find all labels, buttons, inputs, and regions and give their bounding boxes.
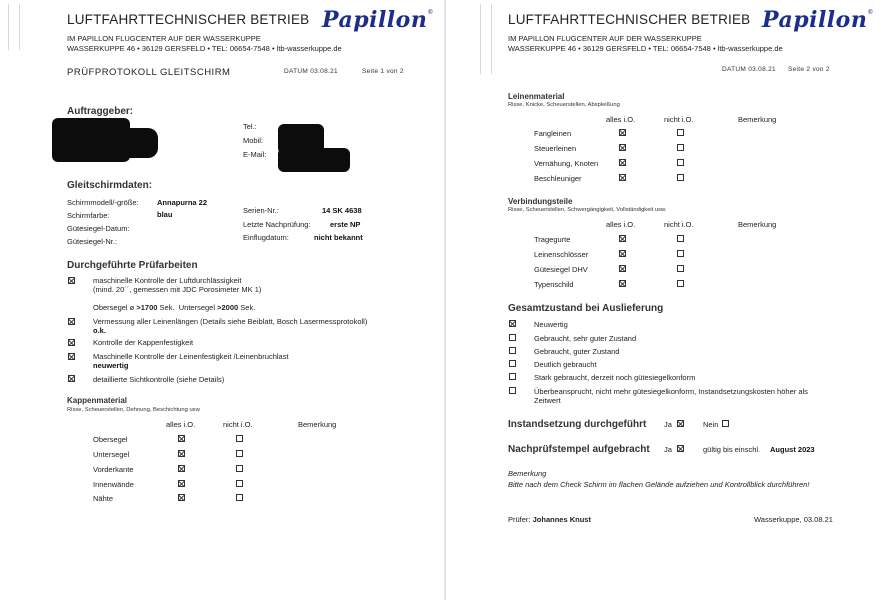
- col-not-ok-header: nicht i.O.: [664, 115, 694, 124]
- remark-text: Bitte nach dem Check Schirm im flachen Gelände aufziehen und Kontrollblick durchführen!: [508, 480, 810, 489]
- canopy-row-nok-checkbox[interactable]: [236, 465, 243, 472]
- canopy-row-label: Obersegel: [93, 435, 128, 444]
- canopy-row-nok-checkbox[interactable]: [236, 480, 243, 487]
- test3-label: Kontrolle der Kappenfestigkeit: [93, 338, 194, 347]
- connector-row-ok-checkbox[interactable]: [619, 250, 626, 257]
- connector-row-nok-checkbox[interactable]: [677, 250, 684, 257]
- document-title: PRÜFPROTOKOLL GLEITSCHIRM: [67, 67, 231, 78]
- company-name: LUFTFAHRTTECHNISCHER BETRIEB: [508, 12, 751, 27]
- connector-row-label: Tragegurte: [534, 235, 571, 244]
- last-check-label: Letzte Nachprüfung:: [243, 220, 311, 229]
- col-not-ok-header: nicht i.O.: [664, 220, 694, 229]
- repair-no-label: Nein: [703, 420, 719, 429]
- seal-date-label: Gütesiegel-Datum:: [67, 224, 130, 233]
- line-row-ok-checkbox[interactable]: [619, 129, 626, 136]
- company-address-line2: WASSERKUPPE 46 • 36129 GERSFELD • TEL: 06654-7548 • ltb-wasserkuppe.de: [67, 44, 342, 53]
- col-not-ok-header: nicht i.O.: [223, 420, 253, 429]
- connectors-heading: Verbindungsteile: [508, 197, 573, 206]
- canopy-row-label: Innenwände: [93, 480, 134, 489]
- test4-result: neuwertig: [93, 361, 129, 370]
- line-row-label: Vernähung, Knoten: [534, 159, 599, 168]
- canopy-row-nok-checkbox[interactable]: [236, 435, 243, 442]
- condition-used-checkbox[interactable]: [509, 360, 516, 367]
- repair-yes-label: Ja: [664, 420, 672, 429]
- remark-heading: Bemerkung: [508, 469, 547, 478]
- test2-label: Vermessung aller Leinenlängen (Details siehe Beiblatt, Bosch Lasermessprotokoll): [93, 317, 368, 326]
- test1-detail: (mind. 20´´, gemessen mit JDC Porosimeter MK 1): [93, 285, 262, 294]
- line-row-nok-checkbox[interactable]: [677, 159, 684, 166]
- col-remark-header: Bemerkung: [298, 420, 337, 429]
- condition-good-checkbox[interactable]: [509, 347, 516, 354]
- condition-new-checkbox[interactable]: [509, 320, 516, 327]
- email-label: E-Mail:: [243, 150, 267, 159]
- place-date: Wasserkuppe, 03.08.21: [754, 515, 833, 524]
- porosity-results: Obersegel ø >1700 Sek. Untersegel >2000 Sek.: [93, 303, 256, 312]
- glider-data-heading: Gleitschirmdaten:: [67, 180, 153, 191]
- overall-condition-heading: Gesamtzustand bei Auslieferung: [508, 303, 664, 314]
- color-label: Schirmfarbe:: [67, 211, 110, 220]
- test1-label: maschinelle Kontrolle der Luftdurchlässigkeit: [93, 276, 242, 285]
- canopy-row-ok-checkbox[interactable]: [178, 480, 185, 487]
- papillon-logo: Papillon®: [762, 7, 874, 33]
- repair-yes-checkbox[interactable]: [677, 420, 684, 427]
- col-remark-header: Bemerkung: [738, 220, 777, 229]
- connector-row-ok-checkbox[interactable]: [619, 235, 626, 242]
- company-address-line1: IM PAPILLON FLUGCENTER AUF DER WASSERKUPPE: [508, 34, 702, 43]
- inspector-line: [508, 515, 591, 524]
- page-number: Seite 2 von 2: [788, 66, 830, 73]
- test1-checkbox[interactable]: [68, 277, 75, 284]
- canopy-material-subtitle: Risse, Scheuerstellen, Dehnung, Beschichtung usw: [67, 407, 200, 413]
- test5-checkbox[interactable]: [68, 375, 75, 382]
- valid-until-value: August 2023: [770, 445, 815, 454]
- line-row-label: Fangleinen: [534, 129, 572, 138]
- line-row-label: Steuerleinen: [534, 144, 577, 153]
- redacted-email: [278, 148, 350, 172]
- company-name: LUFTFAHRTTECHNISCHER BETRIEB: [67, 12, 310, 27]
- condition-good-label: Gebraucht, guter Zustand: [534, 347, 620, 356]
- test2-checkbox[interactable]: [68, 318, 75, 325]
- condition-overstressed-label-cont: Zeitwert: [534, 396, 561, 405]
- repair-heading: Instandsetzung durchgeführt: [508, 419, 647, 430]
- repair-no-checkbox[interactable]: [722, 420, 729, 427]
- condition-new-label: Neuwertig: [534, 320, 568, 329]
- test4-checkbox[interactable]: [68, 353, 75, 360]
- line-row-nok-checkbox[interactable]: [677, 174, 684, 181]
- col-ok-header: alles i.O.: [606, 115, 636, 124]
- canopy-material-heading: Kappenmaterial: [67, 396, 128, 405]
- line-row-ok-checkbox[interactable]: [619, 159, 626, 166]
- condition-heavily-used-label: Stark gebraucht, derzeit noch gütesiegelkonform: [534, 373, 696, 382]
- canopy-row-ok-checkbox[interactable]: [178, 465, 185, 472]
- flight-date-value: nicht bekannt: [314, 233, 363, 242]
- connector-row-label: Leinenschlösser: [534, 250, 589, 259]
- condition-overstressed-label: Überbeansprucht, nicht mehr gütesiegelkonform, Instandsetzungskosten höher als: [534, 387, 808, 396]
- papillon-logo: Papillon®: [322, 7, 434, 33]
- document-date: DATUM 03.08.21: [284, 68, 338, 75]
- connector-row-nok-checkbox[interactable]: [677, 280, 684, 287]
- connector-row-nok-checkbox[interactable]: [677, 265, 684, 272]
- canopy-row-label: Untersegel: [93, 450, 130, 459]
- model-value: Annapurna 22: [157, 198, 208, 207]
- test3-checkbox[interactable]: [68, 339, 75, 346]
- inspector-name: Johannes Knust: [532, 515, 591, 524]
- paraglider-watermark-icon: [480, 4, 492, 74]
- company-address-line2: WASSERKUPPE 46 • 36129 GERSFELD • TEL: 06654-7548 • ltb-wasserkuppe.de: [508, 44, 783, 53]
- condition-used-label: Deutlich gebraucht: [534, 360, 597, 369]
- test2-result: o.k.: [93, 326, 106, 335]
- paraglider-watermark-icon: [8, 4, 20, 50]
- test5-label: detaillierte Sichtkontrolle (siehe Details): [93, 375, 225, 384]
- mobil-label: Mobil:: [243, 136, 264, 145]
- col-ok-header: alles i.O.: [166, 420, 196, 429]
- canopy-row-nok-checkbox[interactable]: [236, 494, 243, 501]
- client-heading: Auftraggeber:: [67, 106, 134, 117]
- col-ok-header: alles i.O.: [606, 220, 636, 229]
- line-material-subtitle: Risse, Knicke, Scheuerstellen, Abspleißung: [508, 102, 620, 108]
- line-row-ok-checkbox[interactable]: [619, 174, 626, 181]
- stamp-yes-checkbox[interactable]: [677, 445, 684, 452]
- line-row-nok-checkbox[interactable]: [677, 129, 684, 136]
- line-row-label: Beschleuniger: [534, 174, 582, 183]
- col-remark-header: Bemerkung: [738, 115, 777, 124]
- line-row-nok-checkbox[interactable]: [677, 144, 684, 151]
- model-label: Schirmmodell/-größe:: [67, 198, 139, 207]
- protocol-page-2: [446, 0, 888, 600]
- page-number: Seite 1 von 2: [362, 68, 404, 75]
- canopy-row-label: Nähte: [93, 494, 114, 503]
- connector-row-nok-checkbox[interactable]: [677, 235, 684, 242]
- test4-label: Maschinelle Kontrolle der Leinenfestigkeit /Leinenbruchlast: [93, 352, 289, 361]
- inspector-label: Prüfer:: [508, 515, 531, 524]
- valid-until-label: gültig bis einschl.: [703, 445, 761, 454]
- line-row-ok-checkbox[interactable]: [619, 144, 626, 151]
- canopy-row-nok-checkbox[interactable]: [236, 450, 243, 457]
- flight-date-label: Einflugdatum:: [243, 233, 289, 242]
- connector-row-label: Gütesiegel DHV: [534, 265, 588, 274]
- company-address-line1: IM PAPILLON FLUGCENTER AUF DER WASSERKUPPE: [67, 34, 261, 43]
- stamp-yes-label: Ja: [664, 445, 672, 454]
- canopy-row-ok-checkbox[interactable]: [178, 494, 185, 501]
- document-date: DATUM 03.08.21: [722, 66, 776, 73]
- condition-very-good-checkbox[interactable]: [509, 334, 516, 341]
- condition-heavily-used-checkbox[interactable]: [509, 373, 516, 380]
- serial-value: 14 SK 4638: [322, 206, 362, 215]
- tel-label: Tel.:: [243, 122, 257, 131]
- redacted-client-address: [118, 128, 158, 158]
- canopy-row-label: Vorderkante: [93, 465, 134, 474]
- condition-overstressed-checkbox[interactable]: [509, 387, 516, 394]
- color-value: blau: [157, 210, 173, 219]
- connectors-subtitle: Risse, Scheuerstellen, Schwergängigkeit, Vollständigkeit usw.: [508, 207, 667, 213]
- connector-row-ok-checkbox[interactable]: [619, 265, 626, 272]
- inspection-stamp-heading: Nachprüfstempel aufgebracht: [508, 444, 650, 455]
- serial-label: Serien-Nr.:: [243, 206, 279, 215]
- last-check-value: erste NP: [330, 220, 361, 229]
- connector-row-label: Typenschild: [534, 280, 574, 289]
- canopy-row-ok-checkbox[interactable]: [178, 435, 185, 442]
- tests-heading: Durchgeführte Prüfarbeiten: [67, 260, 198, 271]
- condition-very-good-label: Gebraucht, sehr guter Zustand: [534, 334, 637, 343]
- line-material-heading: Leinenmaterial: [508, 92, 565, 101]
- connector-row-ok-checkbox[interactable]: [619, 280, 626, 287]
- canopy-row-ok-checkbox[interactable]: [178, 450, 185, 457]
- seal-number-label: Gütesiegel-Nr.:: [67, 237, 118, 246]
